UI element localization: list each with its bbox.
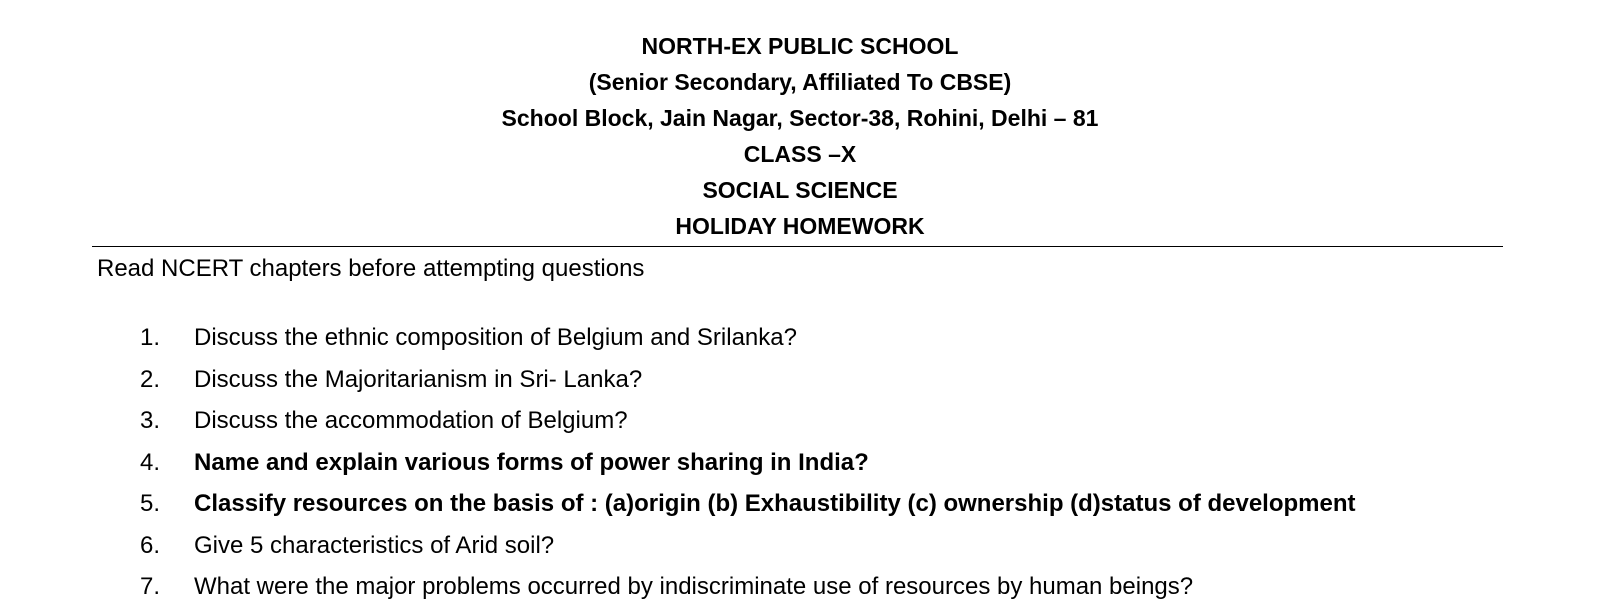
question-item-5 [140, 483, 1356, 525]
question-text: Classify resources on the basis of : (a)origin (b) Exhaustibility (c) ownership (d)status of development [194, 490, 1356, 517]
question-item-2 [140, 359, 1356, 401]
question-number: 2. [140, 365, 161, 393]
school-affiliation: (Senior Secondary, Affiliated To CBSE) [588, 69, 1012, 95]
question-text: Discuss the accommodation of Belgium? [194, 407, 628, 434]
question-list [140, 317, 1356, 608]
document-header [0, 28, 1600, 244]
question-item-4 [140, 442, 1356, 484]
homework-title: HOLIDAY HOMEWORK [675, 213, 925, 239]
question-item-3 [140, 400, 1356, 442]
question-text: Discuss the Majoritarianism in Sri- Lanka? [194, 365, 643, 393]
question-number: 1. [140, 324, 161, 351]
question-number: 5. [140, 490, 161, 517]
question-item-6 [140, 525, 1356, 567]
question-number: 3. [140, 407, 161, 434]
question-number: 6. [140, 531, 161, 559]
question-text: Give 5 characteristics of Arid soil? [194, 531, 555, 559]
question-item-7 [140, 566, 1356, 608]
question-text: Discuss the ethnic composition of Belgium and Srilanka? [194, 324, 797, 351]
question-number: 4. [140, 448, 161, 476]
header-divider [92, 246, 1503, 247]
question-text: Name and explain various forms of power sharing in India? [194, 448, 869, 476]
subject-label: SOCIAL SCIENCE [702, 177, 898, 203]
question-item-1 [140, 317, 1356, 359]
school-name: NORTH-EX PUBLIC SCHOOL [641, 33, 959, 59]
question-text: What were the major problems occurred by indiscriminate use of resources by human beings? [194, 573, 1194, 600]
question-number: 7. [140, 573, 161, 600]
instruction-text: Read NCERT chapters before attempting questions [97, 255, 645, 282]
school-address: School Block, Jain Nagar, Sector-38, Rohini, Delhi – 81 [501, 105, 1099, 131]
class-label: CLASS –X [743, 141, 857, 167]
